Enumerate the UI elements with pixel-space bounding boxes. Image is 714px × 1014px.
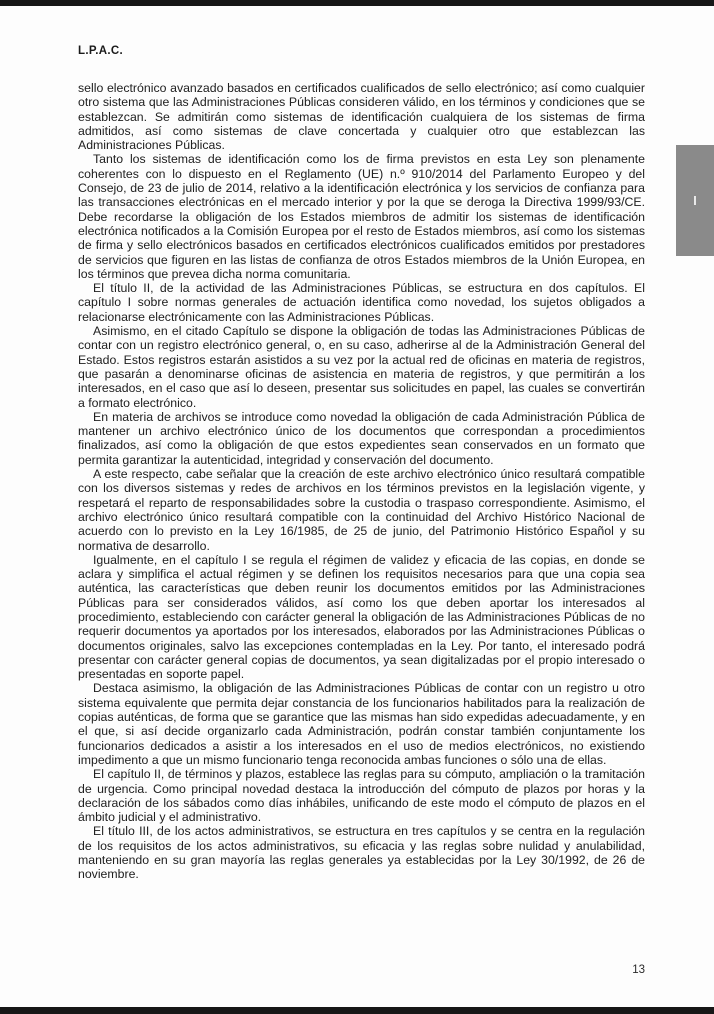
section-thumb-tab [676,145,714,256]
bottom-black-bar [0,1007,714,1014]
paragraph: Igualmente, en el capítulo I se regula el régimen de validez y eficacia de las copias, en donde se aclara y simplifica el actual régimen y se definen los requisitos necesarios para que una copia sea auténtica, las características que deben reunir los documentos emitidos por las Administraciones Públicas para ser considerados válidos, así como los que deben aportar los interesados al procedimiento, estableciendo con carácter general la obligación de las Administraciones Públicas de no requerir documentos ya aportados por los interesados, elaborados por las Administraciones Públicas o documentos originales, salvo las excepciones contempladas en la Ley. Por tanto, el interesado podrá presentar con carácter general copias de documentos, ya sean digitalizadas por el propio interesado o presentadas en soporte papel. [78,552,645,682]
paragraph: Destaca asimismo, la obligación de las Administraciones Públicas de contar con un registro u otro sistema equivalente que permita dejar constancia de los funcionarios habilitados para la realización de copias auténticas, de forma que se garantice que las mismas han sido expedidas adecuadamente, y en el que, si así decide organizarlo cada Administración, podrán constar también conjuntamente los funcionarios dedicados a asistir a los interesados en el uso de medios electrónicos, no existiendo impedimento a que un mismo funcionario tenga reconocida ambas funciones o sólo una de ellas. [78,681,645,767]
top-black-bar [0,0,714,6]
paragraph: A este respecto, cabe señalar que la creación de este archivo electrónico único resultará compatible con los diversos sistemas y redes de archivos en los términos previstos en la legislación vigente, y respetará el reparto de responsabilidades sobre la custodia o traspaso correspondiente. Asimismo, el archivo electrónico único resultará compatible con la continuidad del Archivo Histórico Nacional de acuerdo con lo previsto en la Ley 16/1985, de 25 de junio, del Patrimonio Histórico Español y su normativa de desarrollo. [78,467,645,553]
running-header: L.P.A.C. [78,45,124,57]
paragraph: El capítulo II, de términos y plazos, establece las reglas para su cómputo, ampliación o la tramitación de urgencia. Como principal novedad destaca la introducción del cómputo de plazos por horas y la declaración de los sábados como días inhábiles, unificando de este modo el cómputo de plazos en el ámbito judicial y el administrativo. [78,767,645,825]
body-text [78,81,645,882]
page-number: 13 [632,964,645,976]
paragraph: En materia de archivos se introduce como novedad la obligación de cada Administración Pública de mantener un archivo electrónico único de los documentos que correspondan a procedimientos finalizados, así como la obligación de que estos expedientes sean conservados en un formato que permita garantizar la autenticidad, integridad y conservación del documento. [78,409,645,467]
paragraph: sello electrónico avanzado basados en certificados cualificados de sello electrónico; así como cualquier otro sistema que las Administraciones Públicas consideren válido, en los términos y condiciones que se establezcan. Se admitirán como sistemas de identificación cualquiera de los sistemas de firma admitidos, así como sistemas de clave concertada y cualquier otro que establezcan las Administraciones Públicas. [78,81,645,153]
section-tab-label: I [693,193,697,208]
paragraph: Asimismo, en el citado Capítulo se dispone la obligación de todas las Administraciones Públicas de contar con un registro electrónico general, o, en su caso, adherirse al de la Administración General del Estado. Estos registros estarán asistidos a su vez por la actual red de oficinas en materia de registros, que pasarán a denominarse oficinas de asistencia en materia de registros, y que permitirán a los interesados, en el caso que así lo deseen, presentar sus solicitudes en papel, las cuales se convertirán a formato electrónico. [78,324,645,410]
paragraph: El título III, de los actos administrativos, se estructura en tres capítulos y se centra en la regulación de los requisitos de los actos administrativos, su eficacia y las reglas sobre nulidad y anulabilidad, manteniendo en su gran mayoría las reglas generales ya establecidas por la Ley 30/1992, de 26 de noviembre. [78,824,645,882]
paragraph: El título II, de la actividad de las Administraciones Públicas, se estructura en dos capítulos. El capítulo I sobre normas generales de actuación identifica como novedad, los sujetos obligados a relacionarse electrónicamente con las Administraciones Públicas. [78,281,645,324]
paragraph: Tanto los sistemas de identificación como los de firma previstos en esta Ley son plenamente coherentes con lo dispuesto en el Reglamento (UE) n.º 910/2014 del Parlamento Europeo y del Consejo, de 23 de julio de 2014, relativo a la identificación electrónica y los servicios de confianza para las transacciones electrónicas en el mercado interior y por la que se deroga la Directiva 1999/93/CE. Debe recordarse la obligación de los Estados miembros de admitir los sistemas de identificación electrónica notificados a la Comisión Europea por el resto de Estados miembros, así como los sistemas de firma y sello electrónicos basados en certificados electrónicos cualificados emitidos por prestadores de servicios que figuren en las listas de confianza de otros Estados miembros de la Unión Europea, en los términos que prevea dicha norma comunitaria. [78,152,645,281]
